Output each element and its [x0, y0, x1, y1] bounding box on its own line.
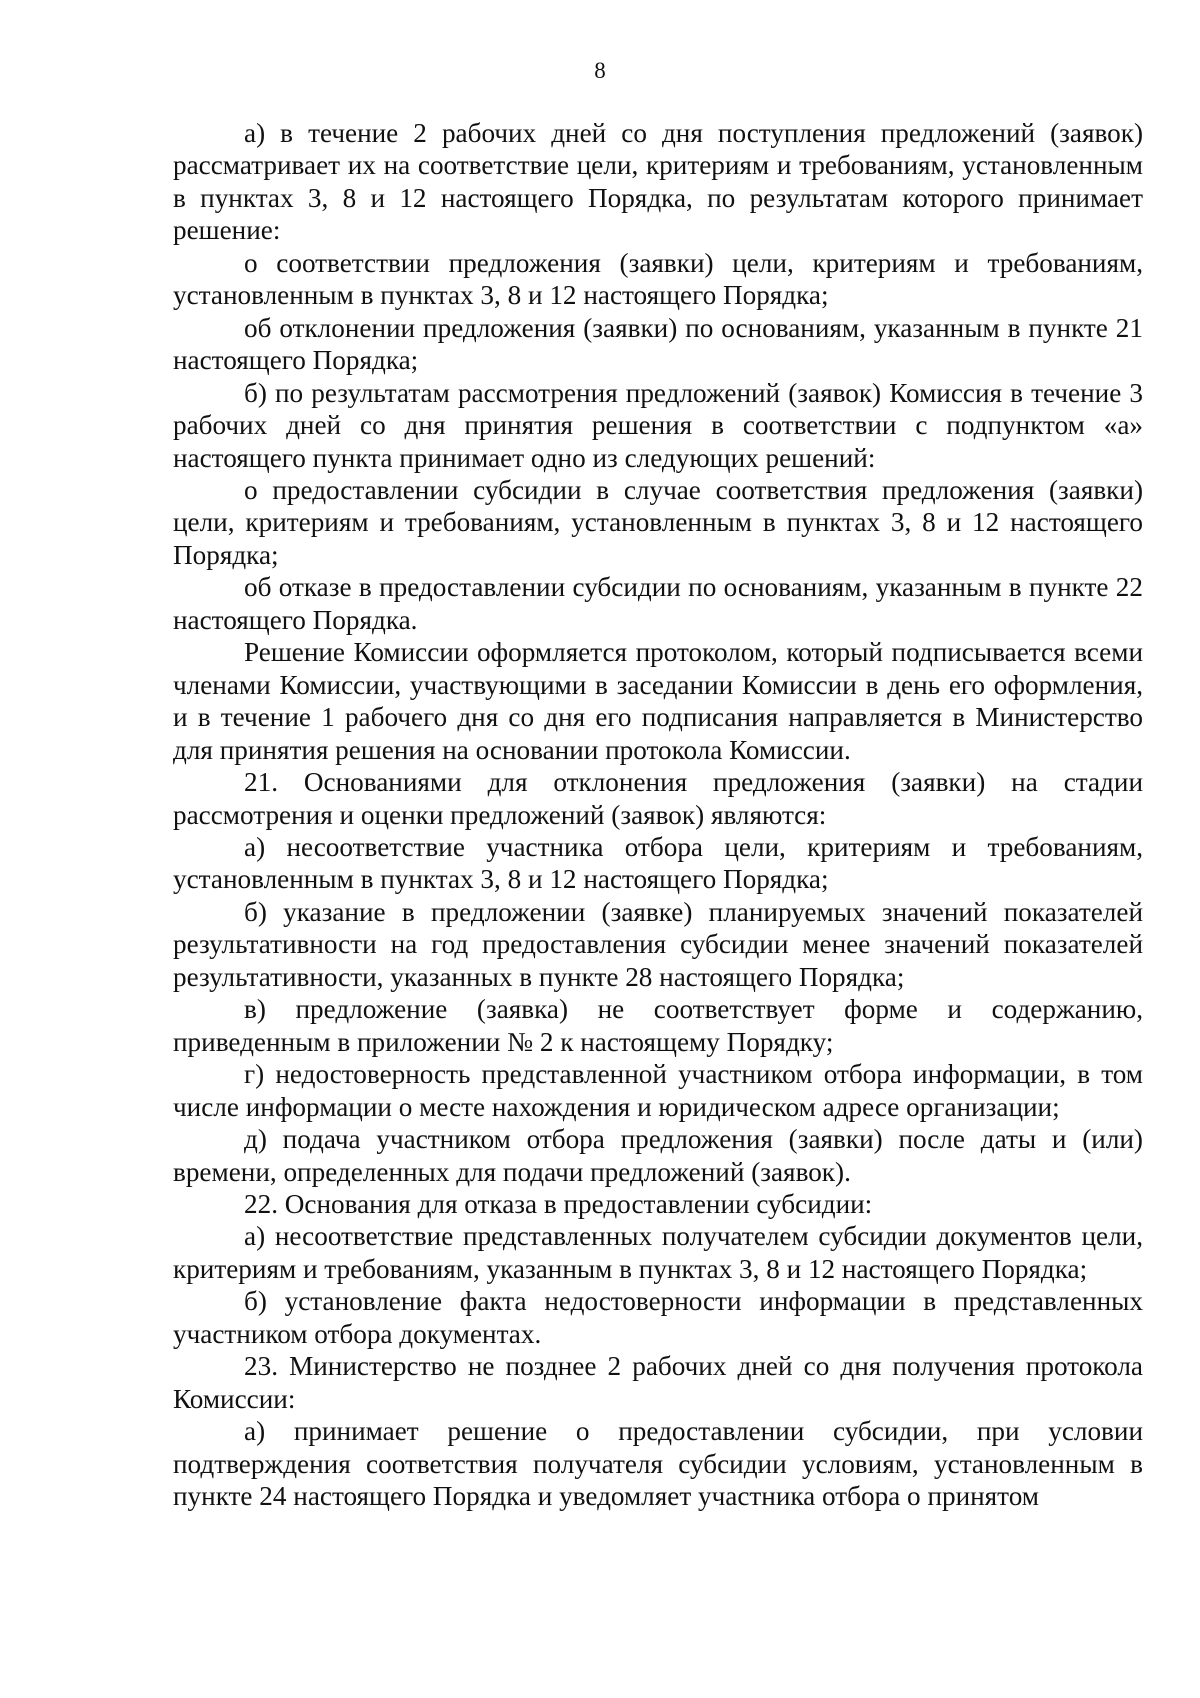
- paragraph-22a: а) несоответствие представленных получателем субсидии документов цели, критериям и требованиям, указанным в пунктах 3, 8 и 12 настоящего Порядка;: [173, 1221, 1143, 1284]
- document-body: [173, 117, 1143, 1512]
- paragraph-20b-grant: о предоставлении субсидии в случае соответствия предложения (заявки) цели, критериям и требованиям, установленным в пунктах 3, 8 и 12 настоящего Порядка;: [173, 474, 1143, 570]
- paragraph-23a: а) принимает решение о предоставлении субсидии, при условии подтверждения соответствия получателя субсидии условиям, установленным в пункте 24 настоящего Порядка и уведомляет участника отбора о принятом: [173, 1416, 1143, 1512]
- paragraph-21g: г) недостоверность представленной участником отбора информации, в том числе информации о месте нахождения и юридическом адресе организации;: [173, 1059, 1143, 1122]
- paragraph-21b: б) указание в предложении (заявке) планируемых значений показателей результативности на год предоставления субсидии менее значений показателей результативности, указанных в пункте 28 настоящего Порядка;: [173, 896, 1143, 992]
- paragraph-21: 21. Основаниями для отклонения предложения (заявки) на стадии рассмотрения и оценки предложений (заявок) являются:: [173, 767, 1143, 830]
- paragraph-20b: б) по результатам рассмотрения предложений (заявок) Комиссия в течение 3 рабочих дней со дня принятия решения в соответствии с подпунктом «а» настоящего пункта принимает одно из следующих решений:: [173, 377, 1143, 473]
- paragraph-20a-rejection: об отклонении предложения (заявки) по основаниям, указанным в пункте 21 настоящего Порядка;: [173, 312, 1143, 376]
- paragraph-21a: а) несоответствие участника отбора цели, критериям и требованиям, установленным в пунктах 3, 8 и 12 настоящего Порядка;: [173, 831, 1143, 895]
- paragraph-21v: в) предложение (заявка) не соответствует форме и содержанию, приведенным в приложении № 2 к настоящему Порядку;: [173, 994, 1143, 1057]
- paragraph-20a: а) в течение 2 рабочих дней со дня поступления предложений (заявок) рассматривает их на соответствие цели, критериям и требованиям, установленным в пунктах 3, 8 и 12 настоящего Порядка, по результатам которого принимает решение:: [173, 118, 1143, 246]
- paragraph-22b: б) установление факта недостоверности информации в представленных участником отбора документах.: [173, 1286, 1143, 1349]
- paragraph-23: 23. Министерство не позднее 2 рабочих дней со дня получения протокола Комиссии:: [173, 1351, 1143, 1414]
- paragraph-commission-decision: Решение Комиссии оформляется протоколом, который подписывается всеми членами Комиссии, участвующими в заседании Комиссии в день его оформления, и в течение 1 рабочего дня со дня его подписания направляется в Министерство для принятия решения на основании протокола Комиссии.: [173, 637, 1143, 765]
- paragraph-21d: д) подача участником отбора предложения (заявки) после даты и (или) времени, определенных для подачи предложений (заявок).: [173, 1124, 1143, 1187]
- paragraph-22: 22. Основания для отказа в предоставлении субсидии:: [244, 1188, 873, 1219]
- page-number: 8: [594, 58, 606, 83]
- paragraph-20a-compliance: о соответствии предложения (заявки) цели, критериям и требованиям, установленным в пунктах 3, 8 и 12 настоящего Порядка;: [173, 247, 1143, 311]
- paragraph-20b-refusal: об отказе в предоставлении субсидии по основаниям, указанным в пункте 22 настоящего Порядка.: [173, 572, 1143, 635]
